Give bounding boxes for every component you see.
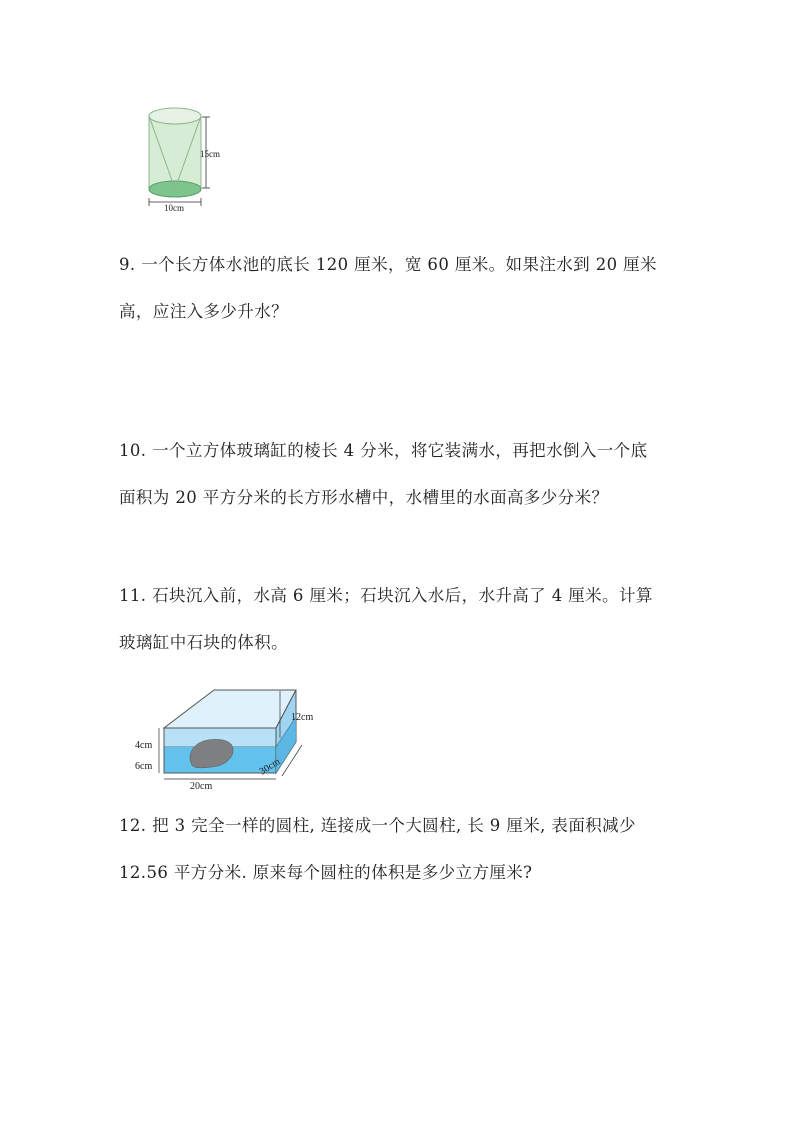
tank-height-label: 12cm (291, 712, 314, 723)
question-10-line-1: 10. 一个立方体玻璃缸的棱长 4 分米，将它装满水，再把水倒入一个底 (119, 441, 648, 460)
question-11-line-2: 玻璃缸中石块的体积。 (119, 633, 288, 652)
question-9 (119, 241, 679, 335)
rise-height-label: 4cm (135, 740, 153, 751)
tank-length-label: 20cm (190, 781, 213, 792)
cylinder-height-label: 15cm (200, 149, 220, 159)
question-11-line-1: 11. 石块沉入前，水高 6 厘米；石块沉入水后，水升高了 4 厘米。计算 (119, 586, 653, 605)
question-9-line-2: 高，应注入多少升水？ (119, 302, 288, 321)
question-11 (119, 572, 679, 666)
question-9-line-1: 9. 一个长方体水池的底长 120 厘米，宽 60 厘米。如果注水到 20 厘米 (119, 255, 657, 274)
tank-top-face (164, 690, 296, 728)
question-10 (119, 427, 679, 521)
question-12 (119, 802, 679, 896)
question-12-line-2: 12.56 平方分米. 原来每个圆柱的体积是多少立方厘米? (119, 863, 533, 882)
tank-width-label: 30cm (257, 756, 283, 778)
question-10-line-2: 面积为 20 平方分米的长方形水槽中，水槽里的水面高多少分米？ (119, 488, 609, 507)
tank-figure (128, 685, 338, 795)
cylinder-diameter-label: 10cm (164, 203, 184, 213)
water-height-label: 6cm (135, 761, 153, 772)
question-12-line-1: 12. 把 3 完全一样的圆柱, 连接成一个大圆柱, 长 9 厘米, 表面积减少 (119, 816, 636, 835)
cylinder-top (149, 108, 201, 124)
cylinder-figure (135, 100, 245, 215)
